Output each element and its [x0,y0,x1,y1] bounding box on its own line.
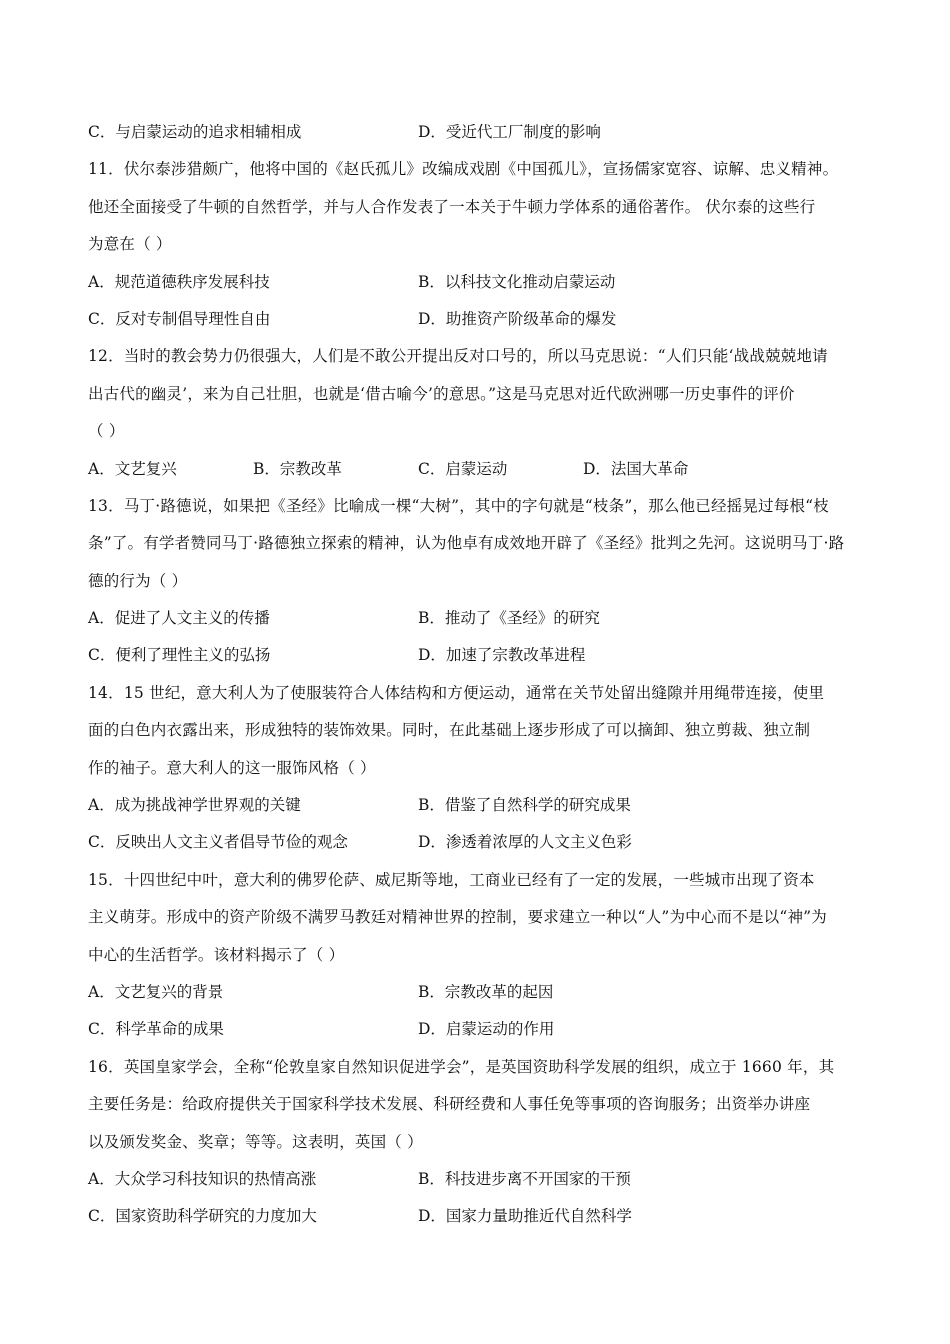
option-b: B．宗教改革的起因 [418,982,554,1001]
option-d: D．启蒙运动的作用 [418,1020,555,1039]
question-stem-line: 主要任务是：给政府提供关于国家科学技术发展、科研经费和人事任免等事项的咨询服务；出资举办讲座 [88,1095,811,1114]
option-a: A．成为挑战神学世界观的关键 [88,796,301,815]
question-stem-line: 他还全面接受了牛顿的自然哲学，并与人合作发表了一本关于牛顿力学体系的通俗著作。 伏尔泰的这些行 [88,197,816,216]
option-c: C．科学革命的成果 [88,1020,224,1039]
option-b: B．借鉴了自然科学的研究成果 [418,796,631,815]
question-stem-line: 面的白色内衣露出来，形成独特的装饰效果。同时，在此基础上逐步形成了可以摘卸、独立剪裁、独立制 [88,721,811,740]
option-b: B．推动了《圣经》的研究 [418,609,600,628]
option-a: A．促进了人文主义的传播 [88,609,270,628]
option-b: B．宗教改革 [253,459,342,478]
option-row [88,787,868,824]
question-stem-line: 为意在（ ） [88,235,172,254]
option-a: A．文艺复兴的背景 [88,982,224,1001]
option-row [88,974,868,1011]
question-stem-line: 11．伏尔泰涉猎颇广，他将中国的《赵氏孤儿》改编成戏剧《中国孤儿》，宣扬儒家宽容、谅解、忠义精神。 [88,160,839,179]
option-c: C．反映出人文主义者倡导节俭的观念 [88,833,348,852]
question-stem-line: 中心的生活哲学。该材料揭示了（ ） [88,945,345,964]
option-a: A．文艺复兴 [88,459,177,478]
option-d: D．助推资产阶级革命的爆发 [418,309,617,328]
question-11 [88,151,868,338]
exam-page [88,114,868,1236]
question-stem-line: 主义萌芽。形成中的资产阶级不满罗马教廷对精神世界的控制，要求建立一种以“人”为中心而不是以“神”为 [88,908,827,927]
question-14 [88,675,868,862]
option-d: D．渗透着浓厚的人文主义色彩 [418,833,632,852]
option-d: D．受近代工厂制度的影响 [418,123,601,141]
question-stem-line: 13．马丁·路德说，如果把《圣经》比喻成一棵“大树”，其中的字句就是“枝条”，那么他已经摇晃过每根“枝 [88,496,829,515]
question-stem-line: 15．十四世纪中叶，意大利的佛罗伦萨、威尼斯等地，工商业已经有了一定的发展，一些城市出现了资本 [88,870,815,889]
question-stem-line: 条”了。有学者赞同马丁·路德独立探索的精神，认为他卓有成效地开辟了《圣经》批判之先河。这说明马丁·路 [88,534,845,553]
option-row [88,264,868,301]
option-row [88,301,868,338]
question-stem-line: 作的袖子。意大利人的这一服饰风格（ ） [88,758,376,777]
option-a: A．规范道德秩序发展科技 [88,272,270,291]
question-stem-line: （ ） [88,422,125,441]
option-row [88,451,868,488]
option-d: D．法国大革命 [583,459,689,478]
option-c: C．与启蒙运动的追求相辅相成 [88,123,302,141]
option-row [88,824,868,861]
option-c: C．反对专制倡导理性自由 [88,309,271,328]
question-stem-line: 16．英国皇家学会，全称“伦敦皇家自然知识促进学会”，是英国资助科学发展的组织，成立于 1660 年，其 [88,1057,835,1076]
option-row [88,600,868,637]
question-15 [88,862,868,1049]
option-row [88,1011,868,1048]
question-12 [88,338,868,488]
option-a: A．大众学习科技知识的热情高涨 [88,1169,317,1188]
question-stem-line: 德的行为（ ） [88,571,188,590]
option-b: B．科技进步离不开国家的干预 [418,1169,631,1188]
option-d: D．加速了宗教改革进程 [418,646,586,665]
option-row [88,114,868,151]
option-row [88,1198,868,1235]
option-c: C．便利了理性主义的弘扬 [88,646,271,665]
option-row [88,1161,868,1198]
question-13 [88,488,868,675]
option-b: B．以科技文化推动启蒙运动 [418,272,616,291]
option-c: C．启蒙运动 [418,459,508,478]
option-c: C．国家资助科学研究的力度加大 [88,1207,317,1226]
question-16 [88,1049,868,1236]
question-stem-line: 14．15 世纪，意大利人为了使服装符合人体结构和方便运动，通常在关节处留出缝隙并用绳带连接，使里 [88,683,825,702]
question-stem-line: 以及颁发奖金、奖章；等等。这表明，英国（ ） [88,1132,423,1151]
question-stem-line: 12．当时的教会势力仍很强大，人们是不敢公开提出反对口号的，所以马克思说：“人们只能‘战战兢兢地请 [88,347,828,366]
question-stem-line: 出古代的幽灵’，来为自己壮胆，也就是‘借古喻今’的意思。”这是马克思对近代欧洲哪一历史事件的评价 [88,384,795,403]
option-d: D．国家力量助推近代自然科学 [418,1207,632,1226]
option-row [88,637,868,674]
